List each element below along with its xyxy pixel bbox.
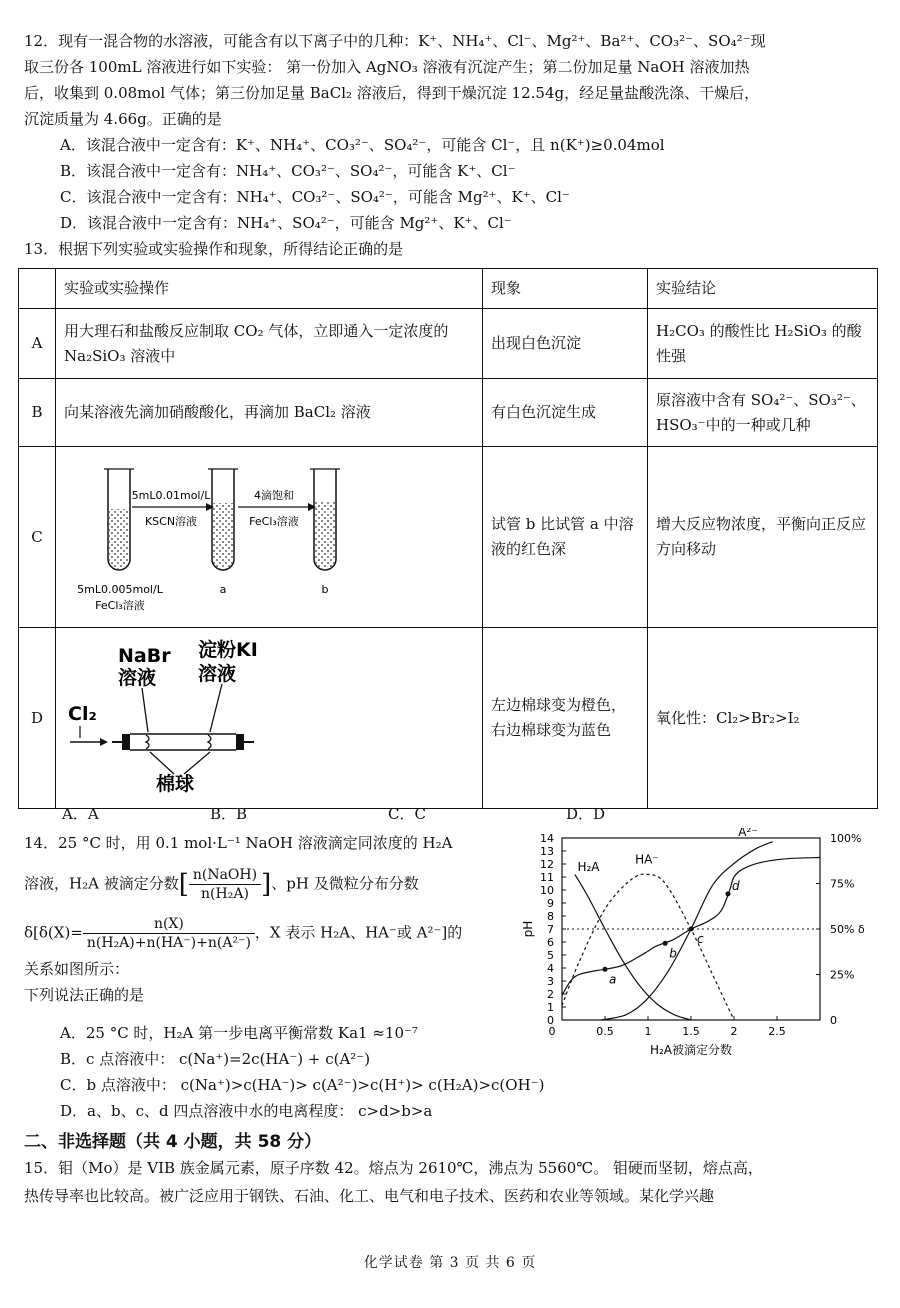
q14-line: 溶液，H₂A 被滴定分数[ $\frac{\text{n(NaOH)}}{\text{n(H₂A)}}$ ]、pH 及微粒分布分数 — [24, 867, 419, 902]
halogen-tube-figure — [56, 628, 466, 800]
ki-label: 溶液 — [198, 663, 237, 685]
row-conclusion: H₂CO₃ 的酸性比 H₂SiO₃ 的酸性强 — [648, 309, 878, 379]
fraction-denominator: n(H₂A) — [201, 886, 249, 902]
table-header: 实验结论 — [648, 269, 878, 309]
x-axis-label: H₂A被滴定分数 — [649, 1043, 733, 1057]
y2-tick-label: 0 — [830, 1014, 837, 1027]
arrow1-top-label: 5mL0.01mol/L — [131, 489, 211, 502]
x-origin-label: 0 — [548, 1025, 556, 1038]
question-14 — [24, 830, 524, 1008]
fraction-numerator: n(NaOH) — [189, 866, 261, 885]
y-tick-label: 2 — [547, 988, 554, 1001]
q14-text: 溶液，H₂A 被滴定分数 — [24, 874, 179, 893]
y-tick-label: 13 — [540, 845, 554, 858]
y-tick-label: 4 — [547, 962, 554, 975]
y-tick-label: 9 — [547, 897, 554, 910]
row-label: A — [19, 309, 56, 379]
x-tick-label: 1 — [644, 1025, 652, 1038]
q14-line — [24, 915, 524, 952]
page-footer: 化学试卷 第 3 页 共 6 页 — [363, 1255, 537, 1271]
q12-stem-line: 后，收集到 0.08mol 气体；第三份加足量 BaCl₂ 溶液后，得到干燥沉淀 12.54g，经足量盐酸洗涤、干燥后， — [24, 84, 760, 102]
q14-option-b: B．c 点溶液中： c(Na⁺)=2c(HA⁻) + c(A²⁻) — [60, 1050, 371, 1068]
series-label: HA⁻ — [635, 852, 659, 867]
test-tubes-figure — [56, 447, 466, 619]
section-2-heading: 二、非选择题（共 4 小题，共 58 分） — [24, 1132, 322, 1152]
x-tick-label: 0.5 — [596, 1025, 614, 1038]
q12-option-d: D．该混合液中一定含有：NH₄⁺、SO₄²⁻，可能含 Mg²⁺、K⁺、Cl⁻ — [60, 214, 512, 232]
fraction-denominator: n(H₂A)+n(HA⁻)+n(A²⁻) — [86, 935, 251, 951]
test-tube-1 — [104, 469, 134, 570]
x-tick-label: 1.5 — [682, 1025, 700, 1038]
nabr-label: 溶液 — [118, 667, 157, 689]
tube-a-label: a — [219, 583, 227, 596]
data-point — [725, 891, 730, 896]
row-conclusion: 增大反应物浓度，平衡向正反应方向移动 — [648, 447, 878, 628]
x-tick-label: 2 — [730, 1025, 738, 1038]
table-row — [19, 628, 878, 809]
q14-text: δ[δ(X)= — [24, 923, 83, 942]
row-phenomenon: 左边棉球变为橙色，右边棉球变为蓝色 — [483, 628, 648, 809]
y-tick-label: 6 — [547, 936, 554, 949]
row-label: D — [19, 628, 56, 809]
row-label: B — [19, 379, 56, 447]
q14-line: 关系如图所示： — [24, 960, 130, 978]
tube1-label: 5mL0.005mol/L — [77, 583, 163, 596]
q13-option: A．A — [62, 805, 99, 823]
row-label: C — [19, 447, 56, 628]
q13-answer-options — [62, 803, 762, 829]
glass-tube — [112, 734, 254, 750]
nabr-label: NaBr — [118, 645, 171, 667]
data-point — [603, 967, 608, 972]
data-point — [663, 941, 668, 946]
y-tick-label: 8 — [547, 910, 554, 923]
cotton-label: 棉球 — [156, 773, 195, 795]
y-tick-label: 12 — [540, 858, 554, 871]
table-header: 实验或实验操作 — [56, 269, 483, 309]
q15-line: 热传导率也比较高。被广泛应用于钢铁、石油、化工、电气和电子技术、医药和农业等领域。某化学兴趣 — [24, 1187, 715, 1205]
q12-option-b: B．该混合液中一定含有：NH₄⁺、CO₃²⁻、SO₄²⁻，可能含 K⁺、Cl⁻ — [60, 162, 516, 180]
y-tick-label: 14 — [540, 832, 554, 845]
y-tick-label: 10 — [540, 884, 554, 897]
q13-stem: 13．根据下列实验或实验操作和现象，所得结论正确的是 — [24, 240, 404, 258]
ki-label: 淀粉KI — [198, 639, 258, 661]
q14-text: 、pH 及微粒分布分数 — [271, 874, 419, 893]
point-label: c — [697, 932, 704, 946]
row-conclusion: 原溶液中含有 SO₄²⁻、SO₃²⁻、HSO₃⁻中的一种或几种 — [648, 379, 878, 447]
y2-tick-label: 25% — [830, 968, 855, 982]
y-axis-label: pH — [521, 920, 535, 938]
y-tick-label: 11 — [540, 871, 554, 884]
point-label: d — [731, 878, 740, 893]
row-phenomenon: 试管 b 比试管 a 中溶液的红色深 — [483, 447, 648, 628]
table-header: 现象 — [483, 269, 648, 309]
fraction-numerator: n(X) — [83, 915, 255, 934]
q14-line: 14．25 °C 时，用 0.1 mol·L⁻¹ NaOH 溶液滴定同浓度的 H₂A — [24, 834, 453, 852]
test-tube-a — [208, 469, 238, 570]
titration-fraction — [189, 866, 261, 903]
y2-axis-label: δ — [858, 923, 865, 936]
cotton-ball-right — [208, 735, 211, 749]
q14-option-d: D．a、b、c、d 四点溶液中水的电离程度： c>d>b>a — [60, 1102, 433, 1120]
y-tick-label: 5 — [547, 949, 554, 962]
arrow2-bottom-label: FeCl₃溶液 — [249, 515, 299, 528]
q12-stem-line: 沉淀质量为 4.66g。正确的是 — [24, 110, 222, 128]
q12-stem-line: 取三份各 100mL 溶液进行如下实验： 第一份加入 AgNO₃ 溶液有沉淀产生；第二份加足量 NaOH 溶液加热 — [24, 58, 750, 76]
q12-option-c: C．该混合液中一定含有：NH₄⁺、CO₃²⁻、SO₄²⁻，可能含 Mg²⁺、K⁺、Cl⁻ — [60, 188, 570, 206]
row-operation: 向某溶液先滴加硝酸酸化，再滴加 BaCl₂ 溶液 — [56, 379, 483, 447]
cl2-label: Cl₂ — [68, 703, 97, 725]
row-operation — [56, 447, 483, 628]
question-15 — [24, 1154, 876, 1210]
q13-option: B．B — [210, 805, 248, 823]
y-tick-label: 1 — [547, 1001, 554, 1014]
y2-tick-label: 100% — [830, 832, 862, 845]
arrow1-bottom-label: KSCN溶液 — [144, 515, 198, 528]
q14-option-a: A．25 °C 时，H₂A 第一步电离平衡常数 Ka1 ≈10⁻⁷ — [60, 1024, 418, 1042]
tube1-label: FeCl₃溶液 — [95, 599, 145, 612]
table-row — [19, 309, 878, 379]
q14-line: 下列说法正确的是 — [24, 986, 145, 1004]
data-point — [689, 927, 694, 932]
experiment-table — [18, 268, 878, 809]
table-row — [19, 447, 878, 628]
q15-line: 15．钼（Mo）是 VIB 族金属元素，原子序数 42。熔点为 2610℃，沸点为 5560℃。 钼硬而坚韧，熔点高， — [24, 1159, 763, 1177]
y2-tick-label: 75% — [830, 877, 855, 891]
row-operation: 用大理石和盐酸反应制取 CO₂ 气体，立即通入一定浓度的 Na₂SiO₃ 溶液中 — [56, 309, 483, 379]
row-phenomenon: 出现白色沉淀 — [483, 309, 648, 379]
row-phenomenon: 有白色沉淀生成 — [483, 379, 648, 447]
y-tick-label: 7 — [547, 923, 554, 936]
cotton-ball-left — [146, 735, 149, 749]
table-header-blank — [19, 269, 56, 309]
tube-b-label: b — [321, 583, 329, 596]
series-line-ph — [562, 858, 820, 996]
q14-text: ，X 表示 H₂A、HA⁻或 A²⁻]的 — [254, 923, 463, 942]
y-tick-label: 0 — [547, 1014, 554, 1027]
distribution-fraction — [83, 915, 255, 952]
x-tick-label: 2.5 — [768, 1025, 786, 1038]
row-operation — [56, 628, 483, 809]
y2-tick-label: 50% — [830, 923, 855, 936]
y-tick-label: 3 — [547, 975, 554, 988]
point-label: a — [609, 972, 617, 987]
row-conclusion: 氧化性：Cl₂>Br₂>I₂ — [648, 628, 878, 809]
series-label: H₂A — [577, 859, 600, 874]
table-row — [19, 379, 878, 447]
series-label: A²⁻ — [738, 828, 758, 840]
titration-chart — [520, 828, 880, 1064]
point-label: b — [669, 946, 677, 961]
q12-option-a: A．该混合液中一定含有：K⁺、NH₄⁺、CO₃²⁻、SO₄²⁻，可能含 Cl⁻，且 n(K⁺)≥0.04mol — [60, 136, 665, 154]
q12-stem-line: 12．现有一混合物的水溶液，可能含有以下离子中的几种：K⁺、NH₄⁺、Cl⁻、Mg²⁺、Ba²⁺、CO₃²⁻、SO₄²⁻现 — [24, 32, 766, 50]
q13-option: C．C — [388, 805, 426, 823]
arrow2-top-label: 4滴饱和 — [254, 489, 294, 502]
table-header-row — [19, 269, 878, 309]
question-12 — [24, 28, 876, 262]
q14-option-c: C．b 点溶液中： c(Na⁺)>c(HA⁻)> c(A²⁻)>c(H⁺)> c(H₂A)>c(OH⁻) — [60, 1076, 545, 1094]
q13-option: D．D — [566, 805, 606, 823]
test-tube-b — [310, 469, 340, 570]
